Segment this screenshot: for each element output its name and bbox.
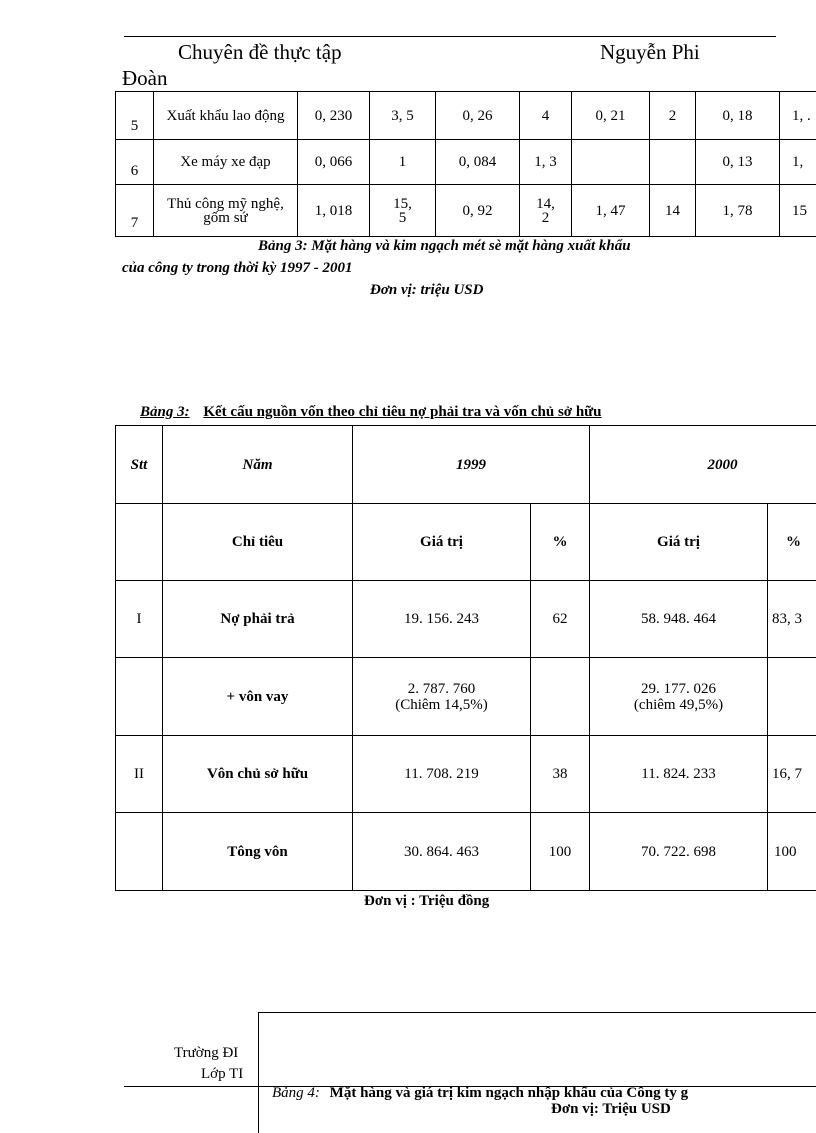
table-header-row bbox=[116, 426, 816, 504]
pct-cell: 62 bbox=[531, 581, 590, 658]
value-cell: 0, 13 bbox=[696, 140, 780, 185]
stt-cell: I bbox=[116, 581, 163, 658]
value-cell: 1, 78 bbox=[696, 185, 780, 237]
header-wrap: Đoàn bbox=[122, 66, 168, 91]
header-rule bbox=[124, 36, 776, 37]
header-left: Chuyên đề thực tập bbox=[178, 40, 342, 65]
value-cell bbox=[572, 140, 650, 185]
value-cell: 11. 708. 219 bbox=[353, 736, 531, 813]
value-note: (chiêm 49,5%) bbox=[590, 697, 767, 713]
value-cell: 11. 824. 233 bbox=[590, 736, 768, 813]
stt-cell bbox=[116, 813, 163, 891]
value-cell: 14, 2 bbox=[520, 185, 572, 237]
pct-cell: 83, 3 bbox=[768, 581, 816, 658]
header-nam: Năm bbox=[163, 426, 353, 504]
value-cell: 0, 92 bbox=[436, 185, 520, 237]
table-row bbox=[116, 813, 816, 891]
stt-cell: 5 bbox=[116, 92, 154, 140]
header-pct-2000: % bbox=[768, 504, 816, 581]
table-row bbox=[116, 658, 816, 736]
value-note: (Chiêm 14,5%) bbox=[353, 697, 530, 713]
table-row bbox=[116, 736, 816, 813]
table1-caption-line1: Bảng 3: Mặt hàng và kim ngạch mét sè mặt hàng xuất khẩu bbox=[258, 238, 631, 255]
export-table bbox=[115, 91, 816, 237]
value-line: 2. 787. 760 bbox=[353, 681, 530, 697]
value-cell: 15 bbox=[780, 185, 816, 237]
pct-cell bbox=[531, 658, 590, 736]
value-cell: 0, 21 bbox=[572, 92, 650, 140]
value-cell: 0, 066 bbox=[298, 140, 370, 185]
pct-cell bbox=[768, 658, 816, 736]
label-cell: + vôn vay bbox=[163, 658, 353, 736]
empty-cell bbox=[116, 504, 163, 581]
header-giatri-1999: Giá trị bbox=[353, 504, 531, 581]
value-cell: 30. 864. 463 bbox=[353, 813, 531, 891]
table2-title-label: Bảng 3: bbox=[140, 404, 190, 420]
table2-title bbox=[140, 404, 602, 421]
label-cell: Tông vôn bbox=[163, 813, 353, 891]
value-cell: 70. 722. 698 bbox=[590, 813, 768, 891]
footer-class: Lớp TI bbox=[201, 1066, 258, 1083]
value-cell: 0, 084 bbox=[436, 140, 520, 185]
capital-structure-table bbox=[115, 425, 816, 891]
value-line: 29. 177. 026 bbox=[590, 681, 767, 697]
pct-cell: 38 bbox=[531, 736, 590, 813]
item-cell: Xe máy xe đạp bbox=[154, 140, 298, 185]
stt-cell bbox=[116, 658, 163, 736]
value-cell: 1, 3 bbox=[520, 140, 572, 185]
header-right: Nguyễn Phi bbox=[600, 40, 700, 65]
stt-cell: 7 bbox=[116, 185, 154, 237]
value-cell bbox=[650, 140, 696, 185]
value-cell: 1, 47 bbox=[572, 185, 650, 237]
header-pct-1999: % bbox=[531, 504, 590, 581]
label-cell: Vôn chủ sở hữu bbox=[163, 736, 353, 813]
value-cell: 2 bbox=[650, 92, 696, 140]
table1-caption-line2: của công ty trong thời kỳ 1997 - 2001 bbox=[122, 260, 353, 277]
header-2000: 2000 bbox=[590, 426, 816, 504]
value-cell: 4 bbox=[520, 92, 572, 140]
pct-cell: 100 bbox=[531, 813, 590, 891]
value-cell: 14 bbox=[650, 185, 696, 237]
table3-caption-label: Bảng 4: bbox=[272, 1085, 320, 1101]
table-row bbox=[116, 140, 816, 185]
value-cell: 1 bbox=[370, 140, 436, 185]
table-row bbox=[116, 581, 816, 658]
header-1999: 1999 bbox=[353, 426, 590, 504]
header-chitieu: Chỉ tiêu bbox=[163, 504, 353, 581]
header-stt: Stt bbox=[116, 426, 163, 504]
value-cell: 0, 26 bbox=[436, 92, 520, 140]
table2-title-text: Kết cấu nguồn vốn theo chỉ tiêu nợ phải tra và vốn chủ sở hữu bbox=[203, 404, 601, 420]
stt-cell: 6 bbox=[116, 140, 154, 185]
value-cell: 19. 156. 243 bbox=[353, 581, 531, 658]
table-row bbox=[116, 92, 816, 140]
table1-unit: Đơn vị: triệu USD bbox=[370, 282, 483, 299]
table-row bbox=[116, 185, 816, 237]
text-box bbox=[258, 1012, 816, 1133]
footer-school: Trường ĐI bbox=[174, 1045, 258, 1062]
table3-caption bbox=[272, 1085, 816, 1102]
value-cell: 1, 018 bbox=[298, 185, 370, 237]
table-subheader-row bbox=[116, 504, 816, 581]
item-cell: Xuất khẩu lao động bbox=[154, 92, 298, 140]
stt-cell: II bbox=[116, 736, 163, 813]
table3-caption-text: Mặt hàng và giá trị kim ngạch nhập khẩu của Công ty g bbox=[330, 1085, 688, 1101]
table2-unit: Đơn vị : Triệu đồng bbox=[364, 893, 489, 910]
label-cell: Nợ phải trả bbox=[163, 581, 353, 658]
item-cell: Thủ công mỹ nghệ, gốm sứ bbox=[154, 185, 298, 237]
value-cell: 0, 18 bbox=[696, 92, 780, 140]
value-cell bbox=[590, 658, 768, 736]
value-cell: 0, 230 bbox=[298, 92, 370, 140]
pct-cell: 16, 7 bbox=[768, 736, 816, 813]
value-cell: 3, 5 bbox=[370, 92, 436, 140]
value-cell: 58. 948. 464 bbox=[590, 581, 768, 658]
value-cell: 1, bbox=[780, 140, 816, 185]
value-cell: 15, 5 bbox=[370, 185, 436, 237]
pct-cell: 100 bbox=[768, 813, 816, 891]
value-cell: 1, . bbox=[780, 92, 816, 140]
header-giatri-2000: Giá trị bbox=[590, 504, 768, 581]
table3-unit: Đơn vị: Triệu USD bbox=[551, 1101, 671, 1118]
value-cell bbox=[353, 658, 531, 736]
